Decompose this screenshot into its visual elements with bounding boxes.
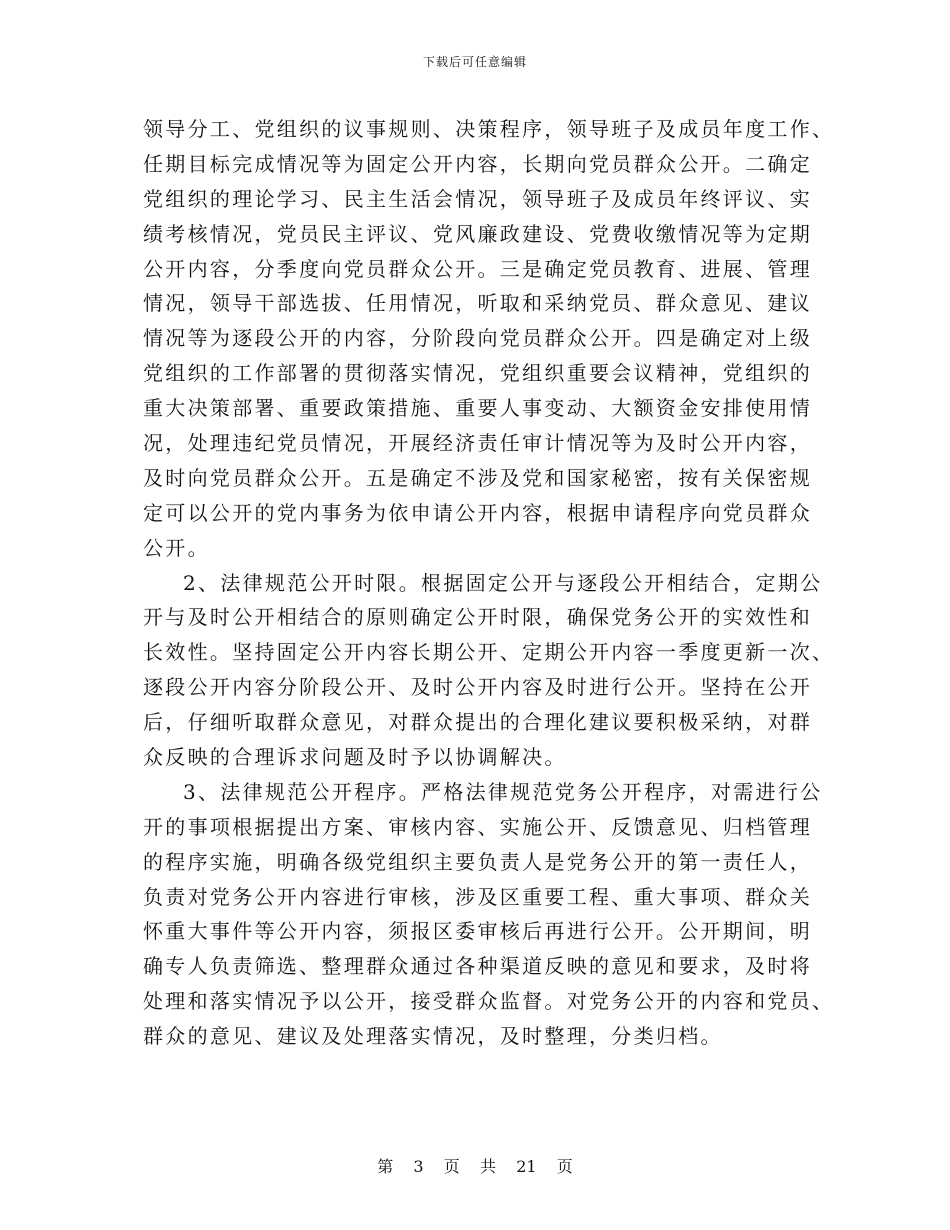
text-line: 情况等为逐段公开的内容，分阶段向党员群众公开。四是确定对上级 xyxy=(143,326,812,351)
text-line: 党组织的理论学习、民主生活会情况，领导班子及成员年终评议、实 xyxy=(143,186,812,211)
footer-total-prefix: 共 xyxy=(480,1157,497,1176)
text-line: 开的事项根据提出方案、审核内容、实施公开、反馈意见、归档管理 xyxy=(143,814,812,839)
page-number: 3 xyxy=(413,1157,424,1176)
paragraph-start-line: 2、法律规范公开时限。根据固定公开与逐段公开相结合，定期公 xyxy=(183,570,823,595)
text-line: 党组织的工作部署的贯彻落实情况，党组织重要会议精神，党组织的 xyxy=(143,361,812,386)
text-line: 的程序实施，明确各级党组织主要负责人是党务公开的第一责任人， xyxy=(143,849,812,874)
paragraph-start-line: 3、法律规范公开程序。严格法律规范党务公开程序，对需进行公 xyxy=(183,779,823,804)
text-line: 及时向党员群众公开。五是确定不涉及党和国家秘密，按有关保密规 xyxy=(143,465,812,490)
total-pages: 21 xyxy=(516,1157,537,1176)
text-line: 众反映的合理诉求问题及时予以协调解决。 xyxy=(143,745,567,770)
text-line: 定可以公开的党内事务为依申请公开内容，根据申请程序向党员群众 xyxy=(143,500,812,525)
text-line: 处理和落实情况予以公开，接受群众监督。对党务公开的内容和党员、 xyxy=(143,989,835,1014)
text-line: 确专人负责筛选、整理群众通过各种渠道反映的意见和要求，及时将 xyxy=(143,954,812,979)
text-line: 情况，领导干部选拔、任用情况，听取和采纳党员、群众意见、建议 xyxy=(143,291,812,316)
footer-prefix: 第 xyxy=(377,1157,394,1176)
text-line: 公开。 xyxy=(143,535,210,560)
text-line: 重大决策部署、重要政策措施、重要人事变动、大额资金安排使用情 xyxy=(143,396,812,421)
text-line: 领导分工、党组织的议事规则、决策程序，领导班子及成员年度工作、 xyxy=(143,117,835,141)
text-line: 负责对党务公开内容进行审核，涉及区重要工程、重大事项、群众关 xyxy=(143,884,812,909)
text-line: 后，仔细听取群众意见，对群众提出的合理化建议要积极采纳，对群 xyxy=(143,710,812,735)
text-line: 任期目标完成情况等为固定公开内容，长期向党员群众公开。二确定 xyxy=(143,151,812,176)
document-body xyxy=(143,114,835,1056)
text-line: 开与及时公开相结合的原则确定公开时限，确保党务公开的实效性和 xyxy=(143,605,812,630)
text-line: 怀重大事件等公开内容，须报区委审核后再进行公开。公开期间，明 xyxy=(143,919,812,944)
text-line: 况，处理违纪党员情况，开展经济责任审计情况等为及时公开内容， xyxy=(143,431,812,456)
footer-page-unit: 页 xyxy=(443,1157,460,1176)
text-line: 长效性。坚持固定公开内容长期公开、定期公开内容一季度更新一次、 xyxy=(143,640,835,665)
text-line: 绩考核情况，党员民主评议、党风廉政建设、党费收缴情况等为定期 xyxy=(143,221,812,246)
text-line: 逐段公开内容分阶段公开、及时公开内容及时进行公开。坚持在公开 xyxy=(143,675,812,700)
page-header: 下载后可任意编辑 xyxy=(422,55,527,69)
page-footer xyxy=(0,1157,950,1177)
footer-total-unit: 页 xyxy=(556,1157,573,1176)
text-line: 公开内容，分季度向党员群众公开。三是确定党员教育、进展、管理 xyxy=(143,256,812,281)
text-line: 群众的意见、建议及处理落实情况，及时整理，分类归档。 xyxy=(143,1024,723,1049)
